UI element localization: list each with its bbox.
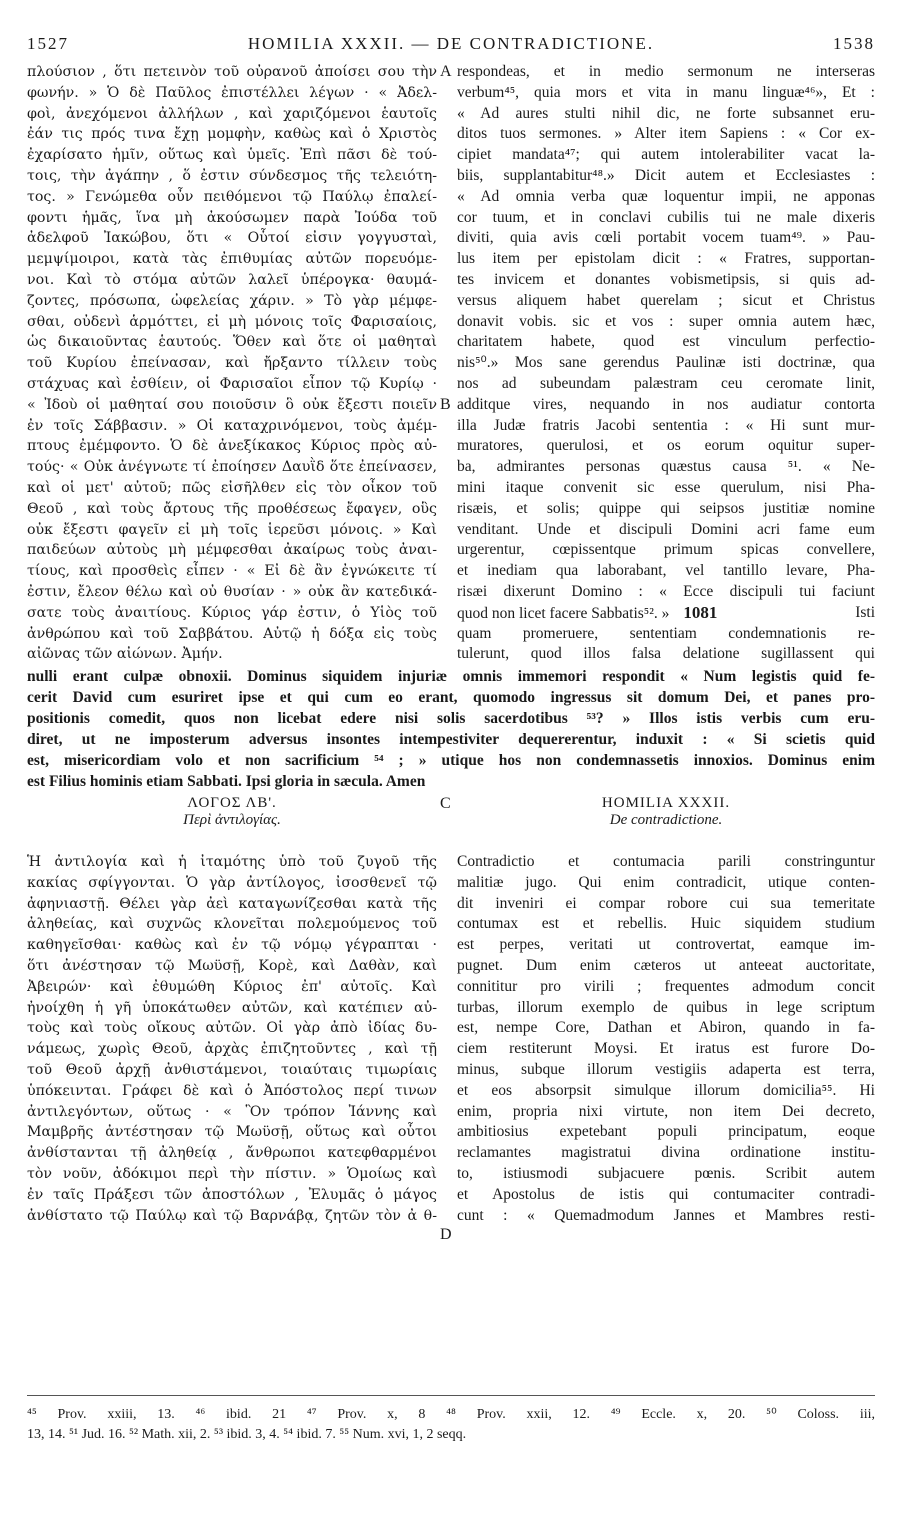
latin-text-line: turbas, illorum exemplo de quibus in lege scriptum	[457, 998, 875, 1016]
greek-homily-title: ΛΟΓΟΣ ΛΒ'.	[187, 795, 277, 811]
greek-text-line: παιδεύων αὐτοὺς μὴ μέμφεσθαι ἀκαίρως τοὺς ἀναι-	[27, 542, 437, 559]
greek-text-line: ἀδελφοῦ Ἰακώβου, ὅτι « Οὗτοί εἰσιν γογγυσταὶ,	[27, 230, 437, 247]
greek-text-line: ζοντες, πρόσωπα, ὠφελείας χάριν. » Τὸ γὰρ μέμφε-	[27, 292, 437, 309]
latin-text-line: contumax est et rebellis. Huic siquidem studium	[457, 915, 875, 933]
latin-text-line: est perpes, veritati ut controvertat, eamque im-	[457, 936, 875, 954]
greek-text-line: ἐν τοῖς Σάββασιν. » Οἱ καταχρινόμενοι, τοὺς ἀμέμ-	[27, 417, 437, 434]
latin-homily-heading	[457, 795, 875, 829]
latin-homily-subtitle: De contradictione.	[609, 812, 723, 828]
greek-text-line: τὸν νοῦν, ἀδόκιμοι περὶ τὴν πίστιν. » Ὁμοίως καὶ	[27, 1165, 437, 1182]
greek-column-top	[27, 62, 437, 665]
latin-text-line: venditant. Unde et discipuli Domini acri fame eum	[457, 520, 875, 538]
latin-text-line: reclamantes magistratui divina ordinatione institu-	[457, 1144, 875, 1162]
latin-text-line: nos ad subeundam palæstram ceu ceromate linit,	[457, 374, 875, 392]
latin-text-line: charitatem habete, quod est vinculum perfectio-	[457, 333, 875, 351]
greek-text-line: μεμψίμοιροι, κατὰ τὰς ἐπιθυμίας αὐτῶν πορευόμε-	[27, 251, 437, 268]
latin-text-line: biis, supplantabitur⁴⁸.» Dicit autem et Ecclesiastes :	[457, 166, 875, 184]
latin-text-line: est, nempe Core, Dathan et Abiron, quando in fa-	[457, 1019, 875, 1037]
greek-text-line: φοὶ, ἀνεχόμενοι ἀλλήλων , καὶ χαριζόμενοι ἑαυτοῖς	[27, 105, 437, 122]
greek-text-line: Θεοῦ , καὶ τοὺς ἄρτους τῆς προθέσεως ἔφαγεν, οὓς	[27, 500, 437, 517]
latin-text-line: pugnet. Dum enim cæteros ut anteeat auctoritate,	[457, 956, 875, 974]
latin-text-line: cipiet mandata⁴⁷; qui autem intolerabiliter vacat la-	[457, 146, 875, 164]
latin-full-line: est Filius hominis etiam Sabbati. Ipsi gloria in sæcula. Amen	[27, 773, 426, 790]
margin-marker-d: D	[440, 1226, 452, 1243]
latin-text-line: donavit vobis. sic et vos : super omnia autem hæc,	[457, 312, 875, 330]
latin-text-fragment: quod non licet facere Sabbatis⁵². »	[457, 604, 670, 622]
latin-text-line: connititur pro virili ; frequentes admodum concit	[457, 977, 875, 995]
running-head	[27, 34, 875, 58]
greek-text-line: ἀνθίστανται τῇ ἀληθείᾳ , ἄνθρωποι κατεφθαρμένοι	[27, 1145, 437, 1162]
greek-text-line: καθηγεῖσθαι· καθὼς καὶ ἐν τῷ νόμῳ γέγραπται ·	[27, 937, 437, 954]
greek-text-line: ἐχαρίσατο ἡμῖν, οὕτως καὶ ὑμεῖς. Ἐπὶ πᾶσι δὲ τού-	[27, 147, 437, 164]
greek-text-line: τούς· « Οὐκ ἀνέγνωτε τί ἐποίησεν Δαυῒδ ὅτε ἐπείνασεν,	[27, 459, 437, 476]
greek-text-line: τος. » Γενώμεθα οὖν πειθόμενοι τῷ Παύλῳ ἐπαλεί-	[27, 188, 437, 205]
latin-text-line: urgerentur, cœpissentque primum spicas convellere,	[457, 541, 875, 559]
latin-text-line: respondeas, et in medio sermonum ne interseras	[457, 63, 875, 80]
latin-text-line: « Ad omnia verba quæ loquentur impii, ne apponas	[457, 187, 875, 205]
greek-text-line: καὶ οἱ μετ' αὐτοῦ; πῶς εἰσῆλθεν εἰς τὸν οἶκον τοῦ	[27, 479, 437, 496]
latin-text-line: malitiæ jugo. Qui enim contradicit, utique conten-	[457, 873, 875, 891]
greek-text-line: τοῦ Κυρίου ἐπείνασαν, καὶ ἤρξαντο τίλλειν τοὺς	[27, 355, 437, 372]
latin-text-line: minus, subque illorum vestigiis adaperta est terra,	[457, 1060, 875, 1078]
greek-text-line: ἐάν τις πρός τινα ἔχῃ μομφὴν, καθὼς καὶ ὁ Χριστὸς	[27, 126, 437, 143]
latin-text-line: dit inveniri ei compar robore cui sua temeritate	[457, 894, 875, 912]
latin-text-line: mini itaque convenit sic esse querulum, nisi Pha-	[457, 478, 875, 496]
latin-text-line: quam promeruere, sententiam condemnationis re-	[457, 624, 875, 642]
greek-text-line: αἰῶνας τῶν αἰώνων. Ἀμήν.	[27, 646, 223, 663]
margin-marker-a: A	[440, 63, 452, 80]
greek-text-line: ὡς δικαιοῦντας ἑαυτούς. Ὅθεν καὶ ὅτε οἱ μαθηταὶ	[27, 334, 437, 351]
greek-text-line: « Ἰδοὺ οἱ μαθηταί σου ποιοῦσιν ὃ οὐκ ἔξεστι ποιεῖν	[27, 396, 437, 413]
latin-text-line: cunt : « Quemadmodum Jannes et Mambres resti-	[457, 1206, 875, 1224]
greek-text-line: τοὺς καὶ τοὺς οἴκους αὐτῶν. Οἱ γὰρ ἀπὸ ἰδίας δυ-	[27, 1020, 437, 1037]
latin-text-line: ciem restiterunt Moysi. Et iratus est furore Do-	[457, 1040, 875, 1058]
greek-homily-subtitle: Περὶ ἀντιλογίας.	[183, 812, 281, 828]
greek-text-line: φοντι ἡμᾶς, ἵνα μὴ ἀκούσωμεν παρὰ Ἰούδα τοῦ	[27, 209, 437, 226]
latin-text-line: « Ad aures stulti nihil dic, ne forte subsannet eru-	[457, 104, 875, 122]
left-column-number: 1527	[27, 34, 69, 53]
latin-text-line: nis⁵⁰.» Mos sane gerendus Paulinæ isti doctrinæ, qua	[457, 354, 875, 372]
latin-text-line: et eos absorpsit simulque illorum domicilia⁵⁵. Hi	[457, 1081, 875, 1099]
latin-text-line: risæi dixerunt Domino : « Ecce discipuli tui faciunt	[457, 582, 875, 600]
greek-text-line: οὐκ ἔξεστι φαγεῖν εἰ μὴ τοῖς ἱερεῦσι μόνοις. » Καὶ	[27, 521, 437, 538]
latin-text-line: illa Judæ fratris Jacobi sententia : « Hi sunt mur-	[457, 416, 875, 434]
latin-text-line: risæis, et solis; quippe qui seipsos justitiæ nomine	[457, 499, 875, 517]
latin-full-line: positionis comedit, quos non licebat edere nisi solis sacerdotibus ⁵³? » Illos istis verbis cum eru-	[27, 710, 875, 727]
greek-text-line: τοις, τὴν ἀγάπην , ὅ ἐστιν σύνδεσμος τῆς τελειότη-	[27, 167, 437, 184]
greek-text-line: ἐστιν, ἔλεον θέλω καὶ οὐ θυσίαν · » οὐκ ἂν κατεδικά-	[27, 583, 437, 600]
latin-full-line: nulli erant culpæ obnoxii. Dominus siquidem injuriæ omnis immemori respondit « Num legistis quid fe-	[27, 668, 875, 685]
latin-text-line: enim, propria nixi virtute, non item Dei decreto,	[457, 1102, 875, 1120]
footnote-rule	[27, 1395, 875, 1396]
greek-text-line: ἀφηνιαστῇ. Θέλει γὰρ ἀεὶ καταγωνίζεσθαι κατὰ τῆς	[27, 895, 437, 912]
latin-full-line: cerit David cum esuriret ipse et qui cum eo erant, quomodo ingressus sit domum Dei, et panes pro-	[27, 689, 875, 706]
margin-marker-b: B	[440, 396, 451, 413]
greek-text-line: κακίας σφίγγονται. Ὁ γὰρ ἀντίλογος, ἰσοσθενεῖ τῷ	[27, 874, 437, 891]
latin-text-line: verbum⁴⁵, quia mors et vita in manu linguæ⁴⁶», Et :	[457, 83, 875, 101]
latin-column-bottom	[457, 852, 875, 1226]
greek-homily-heading	[27, 795, 437, 829]
page-title: HOMILIA XXXII. — DE CONTRADICTIONE.	[247, 34, 655, 53]
latin-text-line: ambitiosius expetebant populi principatum, eoque	[457, 1123, 875, 1141]
latin-column-top	[457, 62, 875, 665]
column-number: 1081	[683, 602, 718, 622]
greek-text-line: ἠνοίχθη ἡ γῆ ὑποκάτωθεν αὐτῶν, καὶ κατέπιεν αὐ-	[27, 999, 437, 1016]
greek-text-line: Ἀβειρών· καὶ ἐθυμώθη Κύριος ἐπ' αὐτοῖς. Καὶ	[27, 978, 437, 995]
footnotes	[27, 1405, 875, 1445]
latin-text-line: et inediam qua laborabant, vel tantillo levare, Pha-	[457, 562, 875, 580]
latin-full-width-paragraph	[27, 666, 875, 792]
latin-full-line: est, misericordiam volo et non sacrificium ⁵⁴ ; » utique hos non condemnassetis innoxios. Dominus enim	[27, 752, 875, 769]
greek-text-line: ἐν ταῖς Πράξεσι τῶν ἀποστόλων , Ἐλυμᾶς ὁ μάγος	[27, 1186, 437, 1203]
latin-text-line: muratores, querulosi, et os eorum oquitur super-	[457, 437, 875, 455]
latin-text-line	[457, 603, 875, 624]
greek-text-line: ἀνθίστατο τῷ Παύλῳ καὶ τῷ Βαρνάβᾳ, ζητῶν τὸν ἀ θ-	[27, 1207, 437, 1224]
greek-text-line: σθαι, οὐδενὶ ἁρμόττει, εἰ μὴ μόνοις τοῖς Φαρισαίοις,	[27, 313, 437, 330]
latin-homily-title: HOMILIA XXXII.	[601, 795, 731, 811]
latin-text-line: to, istiusmodi subjacuere pœnis. Scribit autem	[457, 1164, 875, 1182]
latin-text-line: Contradictio et contumacia parili constringuntur	[457, 853, 875, 870]
greek-text-line: ἀντιλεγόντων, οὕτως · « Ὃν τρόπον Ἰάννης καὶ	[27, 1103, 437, 1120]
greek-text-line: σατε τοὺς ἀναιτίους. Κύριος γάρ ἐστιν, ὁ Υἱὸς τοῦ	[27, 604, 437, 621]
latin-text-line: lus item per epistolam dicit : « Fratres, supportan-	[457, 250, 875, 268]
latin-text-line: tes invicem et donantes vobismetipsis, si quis ad-	[457, 270, 875, 288]
right-column-number: 1538	[833, 34, 875, 53]
latin-text-fragment: Isti	[855, 603, 875, 621]
greek-text-line: Μαμβρῆς ἀντέστησαν τῷ Μωϋσῇ, οὕτως καὶ οὗτοι	[27, 1124, 437, 1141]
greek-text-line: τοῦ Θεοῦ ἀρχῇ ἀνθιστάμενοι, τοιαύταις τιμωρίαις	[27, 1061, 437, 1078]
greek-text-line: πτους ἐμέμφοντο. Ὁ δὲ ἀνεξίκακος Κύριος πρὸς αὐ-	[27, 438, 437, 455]
footnote-line: ⁴⁵ Prov. xxiii, 13. ⁴⁶ ibid. 21 ⁴⁷ Prov. x, 8 ⁴⁸ Prov. xxii, 12. ⁴⁹ Eccle. x, 20. ⁵⁰ Coloss. iii,	[27, 1407, 875, 1422]
latin-text-line: cor tuum, et in conclavi cubilis tui ne male dixeris	[457, 208, 875, 226]
greek-column-bottom	[27, 852, 437, 1226]
latin-text-line: ditos tuos sermones. » Alter item Sapiens : « Cor ex-	[457, 125, 875, 143]
latin-full-line: diret, ut ne imposterum adversus insontes intempestiviter dequererentur, induxit : « Si scietis quid	[27, 731, 875, 748]
latin-text-line: ba, admirantes personas quæstus causa ⁵¹. « Ne-	[457, 458, 875, 476]
greek-text-line: πλούσιον , ὅτι πετεινὸν τοῦ οὐρανοῦ ἀποίσει σου τὴν	[27, 64, 437, 80]
greek-text-line: νοι. Καὶ τὸ στόμα αὐτῶν λαλεῖ ὑπέρογκα· θαυμά-	[27, 271, 437, 288]
footnote-line: 13, 14. ⁵¹ Jud. 16. ⁵² Math. xii, 2. ⁵³ ibid. 3, 4. ⁵⁴ ibid. 7. ⁵⁵ Num. xvi, 1, 2 seqq.	[27, 1427, 467, 1442]
greek-text-line: ὑπόκεινται. Γράφει δὲ καὶ ὁ Ἀπόστολος περί τινων	[27, 1082, 437, 1099]
greek-text-line: ἀληθείας, καὶ συχνῶς κλονεῖται πολεμούμενος τοῦ	[27, 916, 437, 933]
greek-text-line: ὅτι ἀνέστησαν τῷ Μωϋσῇ, Κορὲ, καὶ Δαθὰν, καὶ	[27, 957, 437, 974]
latin-text-line: tulerunt, quod illos falsa delatione sugillassent qui	[457, 645, 875, 663]
greek-text-line: νάμεως, χωρὶς Θεοῦ, ἀρχὰς ἐπιζητοῦντες , καὶ τῇ	[27, 1041, 437, 1058]
latin-text-line: et Apostolus de istis qui contumaciter contradi-	[457, 1185, 875, 1203]
greek-text-line: τίους, καὶ προσθεὶς εἶπεν · « Εἰ δὲ ἂν ἐγνώκειτε τί	[27, 563, 437, 580]
greek-text-line: ἀνθρώπου καὶ τοῦ Σαββάτου. Αὐτῷ ἡ δόξα εἰς τοὺς	[27, 625, 437, 642]
latin-text-line: additque vires, nequando in nos audiatur contorta	[457, 395, 875, 413]
greek-text-line: φωνήν. » Ὁ δὲ Παῦλος ἐπιστέλλει λέγων · « Ἀδελ-	[27, 84, 437, 101]
latin-text-line: versus aliquem habet querelam ; sicut et Christus	[457, 291, 875, 309]
latin-text-line: diviti, quia avis cœli portabit vocem tuam⁴⁹. » Pau-	[457, 229, 875, 247]
greek-text-line: Ἡ ἀντιλογία καὶ ἡ ἰταμότης ὑπὸ τοῦ ζυγοῦ τῆς	[27, 854, 437, 870]
margin-marker-c: C	[440, 795, 451, 812]
greek-text-line: στάχυας καὶ ἐσθίειν, οἱ Φαρισαῖοι εἶπον τῷ Κυρίῳ ·	[27, 375, 437, 392]
